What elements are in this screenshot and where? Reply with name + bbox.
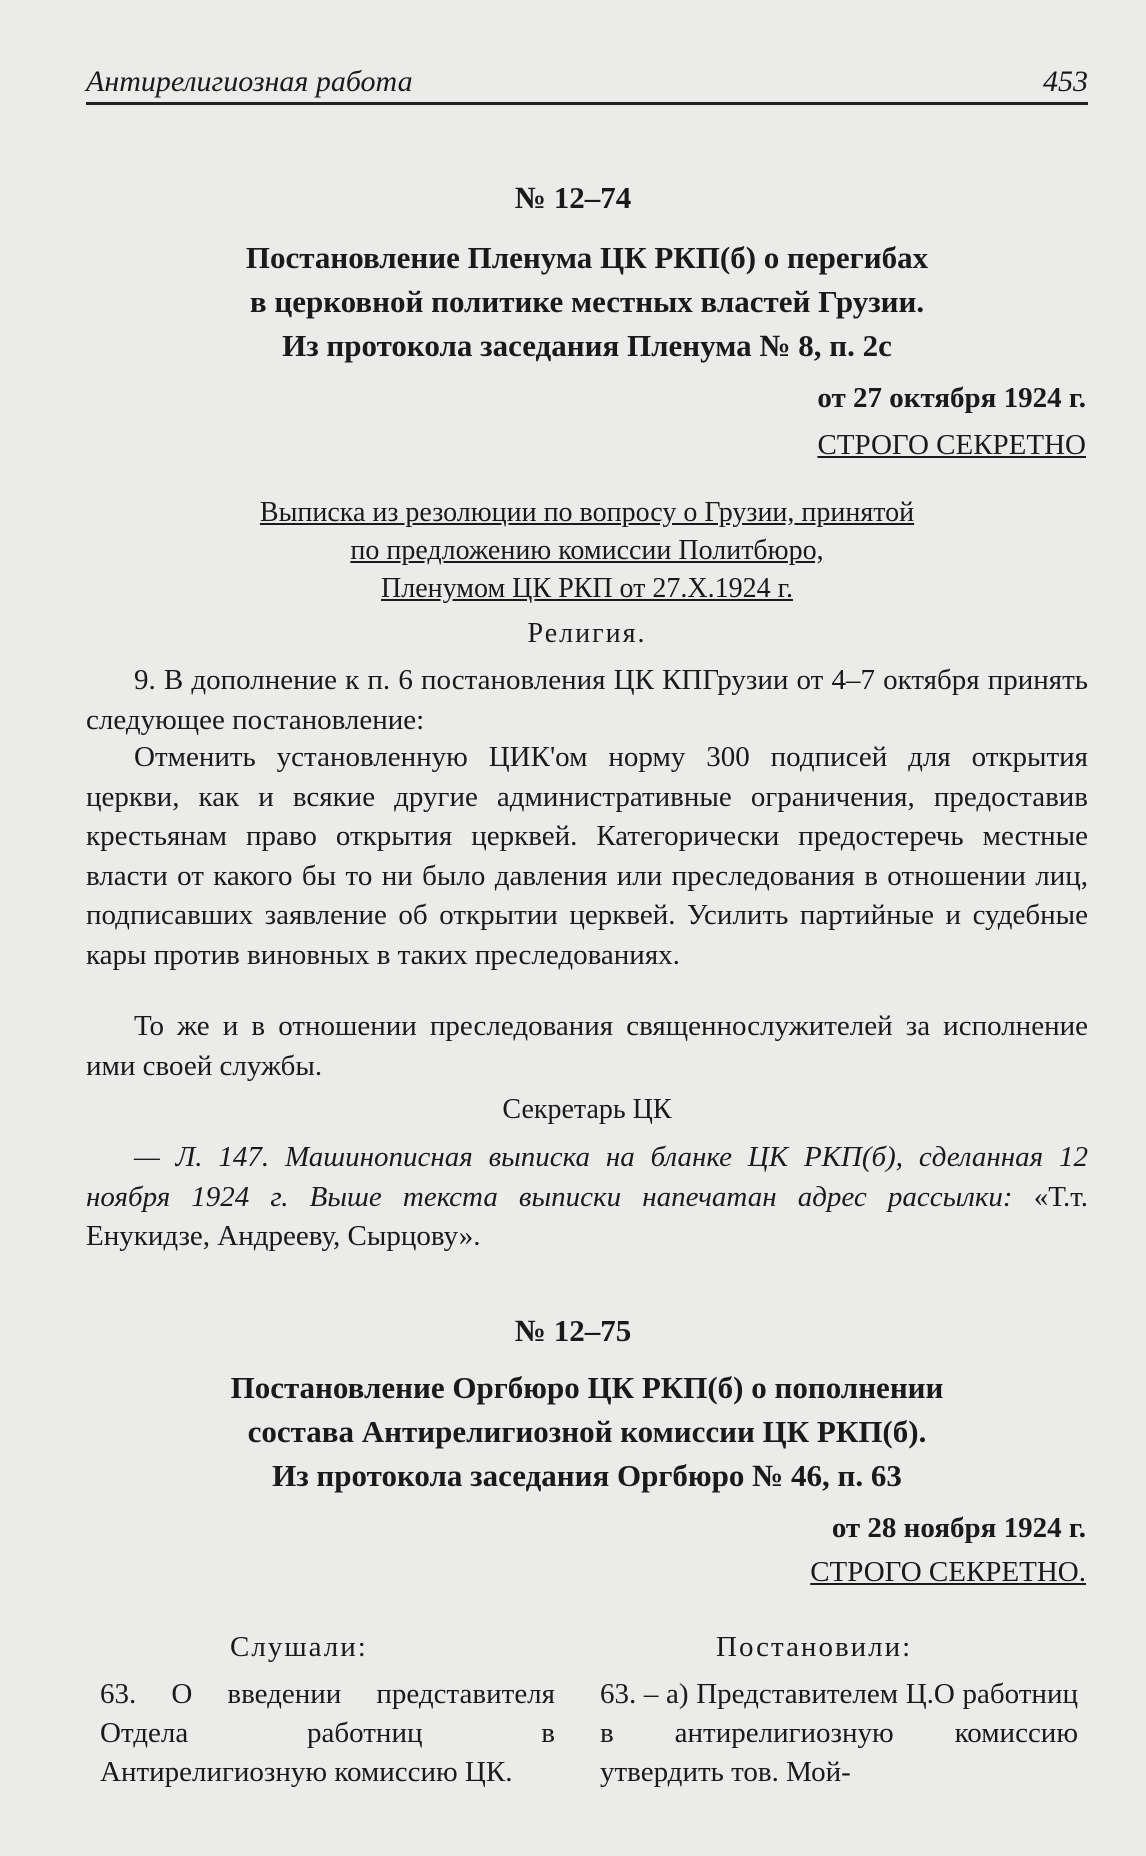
doc2-title-line-3: Из протокола заседания Оргбюро № 46, п. 63: [272, 1458, 902, 1493]
running-header: [86, 62, 1088, 105]
doc1-extract-line-3: Пленумом ЦК РКП от 27.X.1924 г.: [381, 573, 793, 604]
doc2-title-line-1: Постановление Оргбюро ЦК РКП(б) о пополнении: [230, 1370, 944, 1405]
doc1-section-heading: Религия.: [527, 618, 647, 649]
doc1-source-note: [86, 1138, 1088, 1257]
doc1-title-line-3: Из протокола заседания Пленума № 8, п. 2с: [282, 328, 892, 363]
doc1-extract-heading: [86, 494, 1088, 608]
heard-label: Слушали:: [230, 1631, 368, 1663]
page-number: 453: [1043, 65, 1088, 98]
doc2-number: № 12–75: [514, 1313, 632, 1348]
doc2-title: [86, 1366, 1088, 1498]
doc1-paragraph-3: То же и в отношении преследования священнослужителей за исполнение ими своей службы.: [86, 1010, 1088, 1082]
resolved-label: Постановили:: [716, 1631, 913, 1663]
doc1-date: от 27 октября 1924 г.: [817, 382, 1086, 414]
running-header-title: Антирелигиозная работа: [86, 65, 413, 98]
doc1-extract-line-2: по предложению комиссии Политбюро,: [350, 535, 824, 566]
doc1-number: № 12–74: [514, 180, 632, 215]
doc1-signature: Секретарь ЦК: [502, 1094, 672, 1125]
doc1-classification: СТРОГО СЕКРЕТНО: [817, 429, 1086, 461]
doc1-source-recipients: «Т.т. Енукидзе, Андрееву, Сырцову».: [86, 1180, 1088, 1252]
doc2-title-line-2: состава Антирелигиозной комиссии ЦК РКП(б).: [247, 1414, 927, 1449]
doc2-classification: СТРОГО СЕКРЕТНО.: [810, 1556, 1086, 1588]
heard-text: 63. О введении представителя Отдела работниц в Антирелигиозную комиссию ЦК.: [100, 1678, 555, 1788]
doc1-source-italic: — Л. 147. Машинописная выписка на бланке ЦК РКП(б), сделанная 12 ноября 1924 г. Выше текста выписки напечатан адрес рассылки:: [86, 1141, 1088, 1213]
doc2-date: от 28 ноября 1924 г.: [831, 1512, 1086, 1544]
doc1-paragraph-2: Отменить установленную ЦИК'ом норму 300 подписей для открытия церкви, как и всякие другие административные ограничения, предоставив крестьянам право открытия церквей. Категорически предостеречь местные власти от какого бы то ни было давления или преследования в отношении лиц, подписавших заявление об открытии церквей. Усилить партийные и судебные кары против виновных в таких преследованиях.: [86, 741, 1088, 971]
doc1-extract-line-1: Выписка из резолюции по вопросу о Грузии, принятой: [259, 497, 915, 528]
doc1-title-line-2: в церковной политике местных властей Грузии.: [249, 284, 925, 319]
resolved-text: 63. – а) Представителем Ц.О работниц в антирелигиозную комиссию утвердить тов. Мой-: [600, 1678, 1078, 1788]
doc1-paragraph-1: 9. В дополнение к п. 6 постановления ЦК КПГрузии от 4–7 октября принять следующее постановление:: [86, 664, 1088, 736]
doc1-title-line-1: Постановление Пленума ЦК РКП(б) о перегибах: [245, 240, 929, 275]
doc1-title: [86, 236, 1088, 368]
